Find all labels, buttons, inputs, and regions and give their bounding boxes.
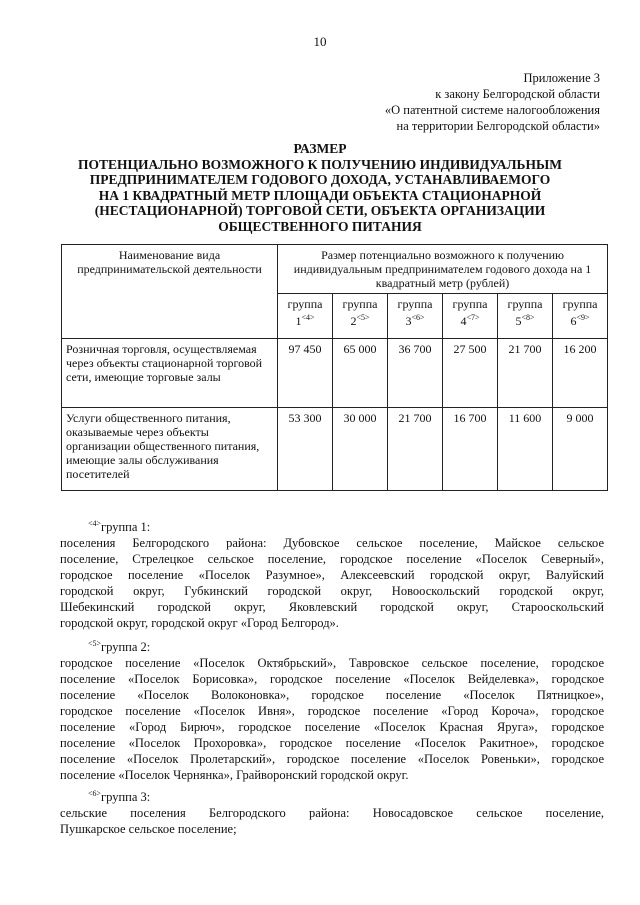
footnote-line: городское поселение «Поселок Ивня», городское поселение «Город Короча», городское xyxy=(60,704,604,719)
title-line: РАЗМЕР xyxy=(293,141,347,156)
group-header xyxy=(553,294,608,339)
title-line: (НЕСТАЦИОНАРНОЙ) ТОРГОВОЙ СЕТИ, ОБЪЕКТА ОРГАНИЗАЦИИ xyxy=(94,203,546,218)
activity-name: Услуги общественного питания, оказываемые через объекты организации общественного питания, имеющие залы обслуживания посетителей xyxy=(62,408,278,491)
title-line: ОБЩЕСТВЕННОГО ПИТАНИЯ xyxy=(218,218,422,234)
footnote-line: поселение «Город Бирюч», городское поселение «Поселок Красная Яруга», городское xyxy=(60,720,604,735)
income-value: 36 700 xyxy=(388,339,443,408)
footnote-heading xyxy=(88,636,604,655)
footnote-heading xyxy=(88,516,604,535)
title-line: ПОТЕНЦИАЛЬНО ВОЗМОЖНОГО К ПОЛУЧЕНИЮ ИНДИВИДУАЛЬНЫМ xyxy=(78,156,562,172)
footnote-line: поселение «Поселок Пролетарский», городское поселение «Поселок Ровеньки», городское xyxy=(60,752,604,767)
group-header xyxy=(278,294,333,339)
footnote-line: городское поселение «Поселок Разумное», Алексеевский городской округ, Валуйский xyxy=(60,568,604,583)
footnote-mark: <6> xyxy=(411,313,425,322)
footnote-block xyxy=(60,786,604,837)
footnote-mark: <5> xyxy=(88,639,102,648)
footnote-line: поселение, Стрелецкое сельское поселение, городское поселение «Поселок Северный», xyxy=(60,552,604,567)
appendix-line: «О патентной системе налогообложения xyxy=(384,103,600,117)
income-table xyxy=(61,244,608,491)
income-value: 30 000 xyxy=(333,408,388,491)
header-income-size: Размер потенциально возможного к получению индивидуальным предпринимателем годового дохода на 1 квадратный метр (рублей) xyxy=(278,245,608,294)
income-value: 21 700 xyxy=(388,408,443,491)
footnote-line: поселение «Поселок Чернянка», Грайворонский городской округ. xyxy=(60,768,409,783)
footnote-mark: <8> xyxy=(521,313,535,322)
title-line: ПРЕДПРИНИМАТЕЛЕМ ГОДОВОГО ДОХОДА, УСТАНАВЛИВАЕМОГО xyxy=(89,172,551,187)
title-line: НА 1 КВАДРАТНЫЙ МЕТР ПЛОЩАДИ ОБЪЕКТА СТАЦИОНАРНОЙ xyxy=(98,187,542,203)
footnote-line: сельские поселения Белгородского района: Новосадовское сельское поселение, xyxy=(60,806,604,821)
footnote-heading xyxy=(88,786,604,805)
appendix-line: к закону Белгородской области xyxy=(435,87,600,101)
income-value: 21 700 xyxy=(498,339,553,408)
group-label: группа 1 xyxy=(287,297,323,328)
group-label: группа 2 xyxy=(342,297,378,328)
table-row xyxy=(62,339,608,408)
footnote-mark: <5> xyxy=(356,313,370,322)
group-header xyxy=(333,294,388,339)
page-number: 10 xyxy=(313,34,327,49)
footnote-heading-text: группа 1: xyxy=(101,520,151,535)
income-value: 53 300 xyxy=(278,408,333,491)
footnote-mark: <9> xyxy=(576,313,590,322)
income-value: 16 700 xyxy=(443,408,498,491)
group-label: группа 5 xyxy=(507,297,543,328)
footnote-heading-text: группа 3: xyxy=(101,790,151,805)
group-label: группа 6 xyxy=(562,297,598,328)
footnote-heading-text: группа 2: xyxy=(101,640,151,655)
group-header xyxy=(443,294,498,339)
footnote-line: Шебекинский городской округ, Яковлевский городской округ, Старооскольский xyxy=(60,600,604,615)
group-header xyxy=(498,294,553,339)
footnote-mark: <7> xyxy=(466,313,480,322)
income-value: 97 450 xyxy=(278,339,333,408)
footnote-line: поселение «Поселок Волоконовка», городское поселение «Поселок Пятницкое», xyxy=(60,688,604,703)
income-value: 27 500 xyxy=(443,339,498,408)
footnote-block xyxy=(60,516,604,631)
footnote-line: городской округ, городской округ «Город Белгород». xyxy=(60,616,339,631)
activity-name: Розничная торговля, осуществляемая через объекты стационарной торговой сети, имеющие торговые залы xyxy=(62,339,278,408)
appendix-line: на территории Белгородской области» xyxy=(396,119,600,133)
income-value: 9 000 xyxy=(553,408,608,491)
footnote-mark: <4> xyxy=(301,313,315,322)
appendix-line: Приложение 3 xyxy=(523,71,600,85)
group-header xyxy=(388,294,443,339)
group-label: группа 4 xyxy=(452,297,488,328)
income-value: 65 000 xyxy=(333,339,388,408)
footnote-mark: <6> xyxy=(88,789,102,798)
appendix-reference xyxy=(385,70,600,134)
header-activity-name: Наименование вида предпринимательской деятельности xyxy=(62,245,278,339)
footnote-block xyxy=(60,636,604,783)
income-value: 16 200 xyxy=(553,339,608,408)
footnote-line: городское поселение «Поселок Октябрьский», Тавровское сельское поселение, городское xyxy=(60,656,604,671)
document-title xyxy=(60,141,580,234)
footnote-line: поселения Белгородского района: Дубовское сельское поселение, Майское сельское xyxy=(60,536,604,551)
group-label: группа 3 xyxy=(397,297,433,328)
income-value: 11 600 xyxy=(498,408,553,491)
table-row xyxy=(62,408,608,491)
footnote-mark: <4> xyxy=(88,519,102,528)
footnote-line: Пушкарское сельское поселение; xyxy=(60,822,237,837)
footnote-line: поселение «Поселок Борисовка», городское поселение «Поселок Вейделевка», городское xyxy=(60,672,604,687)
footnote-line: поселение «Поселок Прохоровка», городское поселение «Поселок Ракитное», городское xyxy=(60,736,604,751)
footnote-line: городской округ, Губкинский городской округ, Новооскольский городской округ, xyxy=(60,584,604,599)
